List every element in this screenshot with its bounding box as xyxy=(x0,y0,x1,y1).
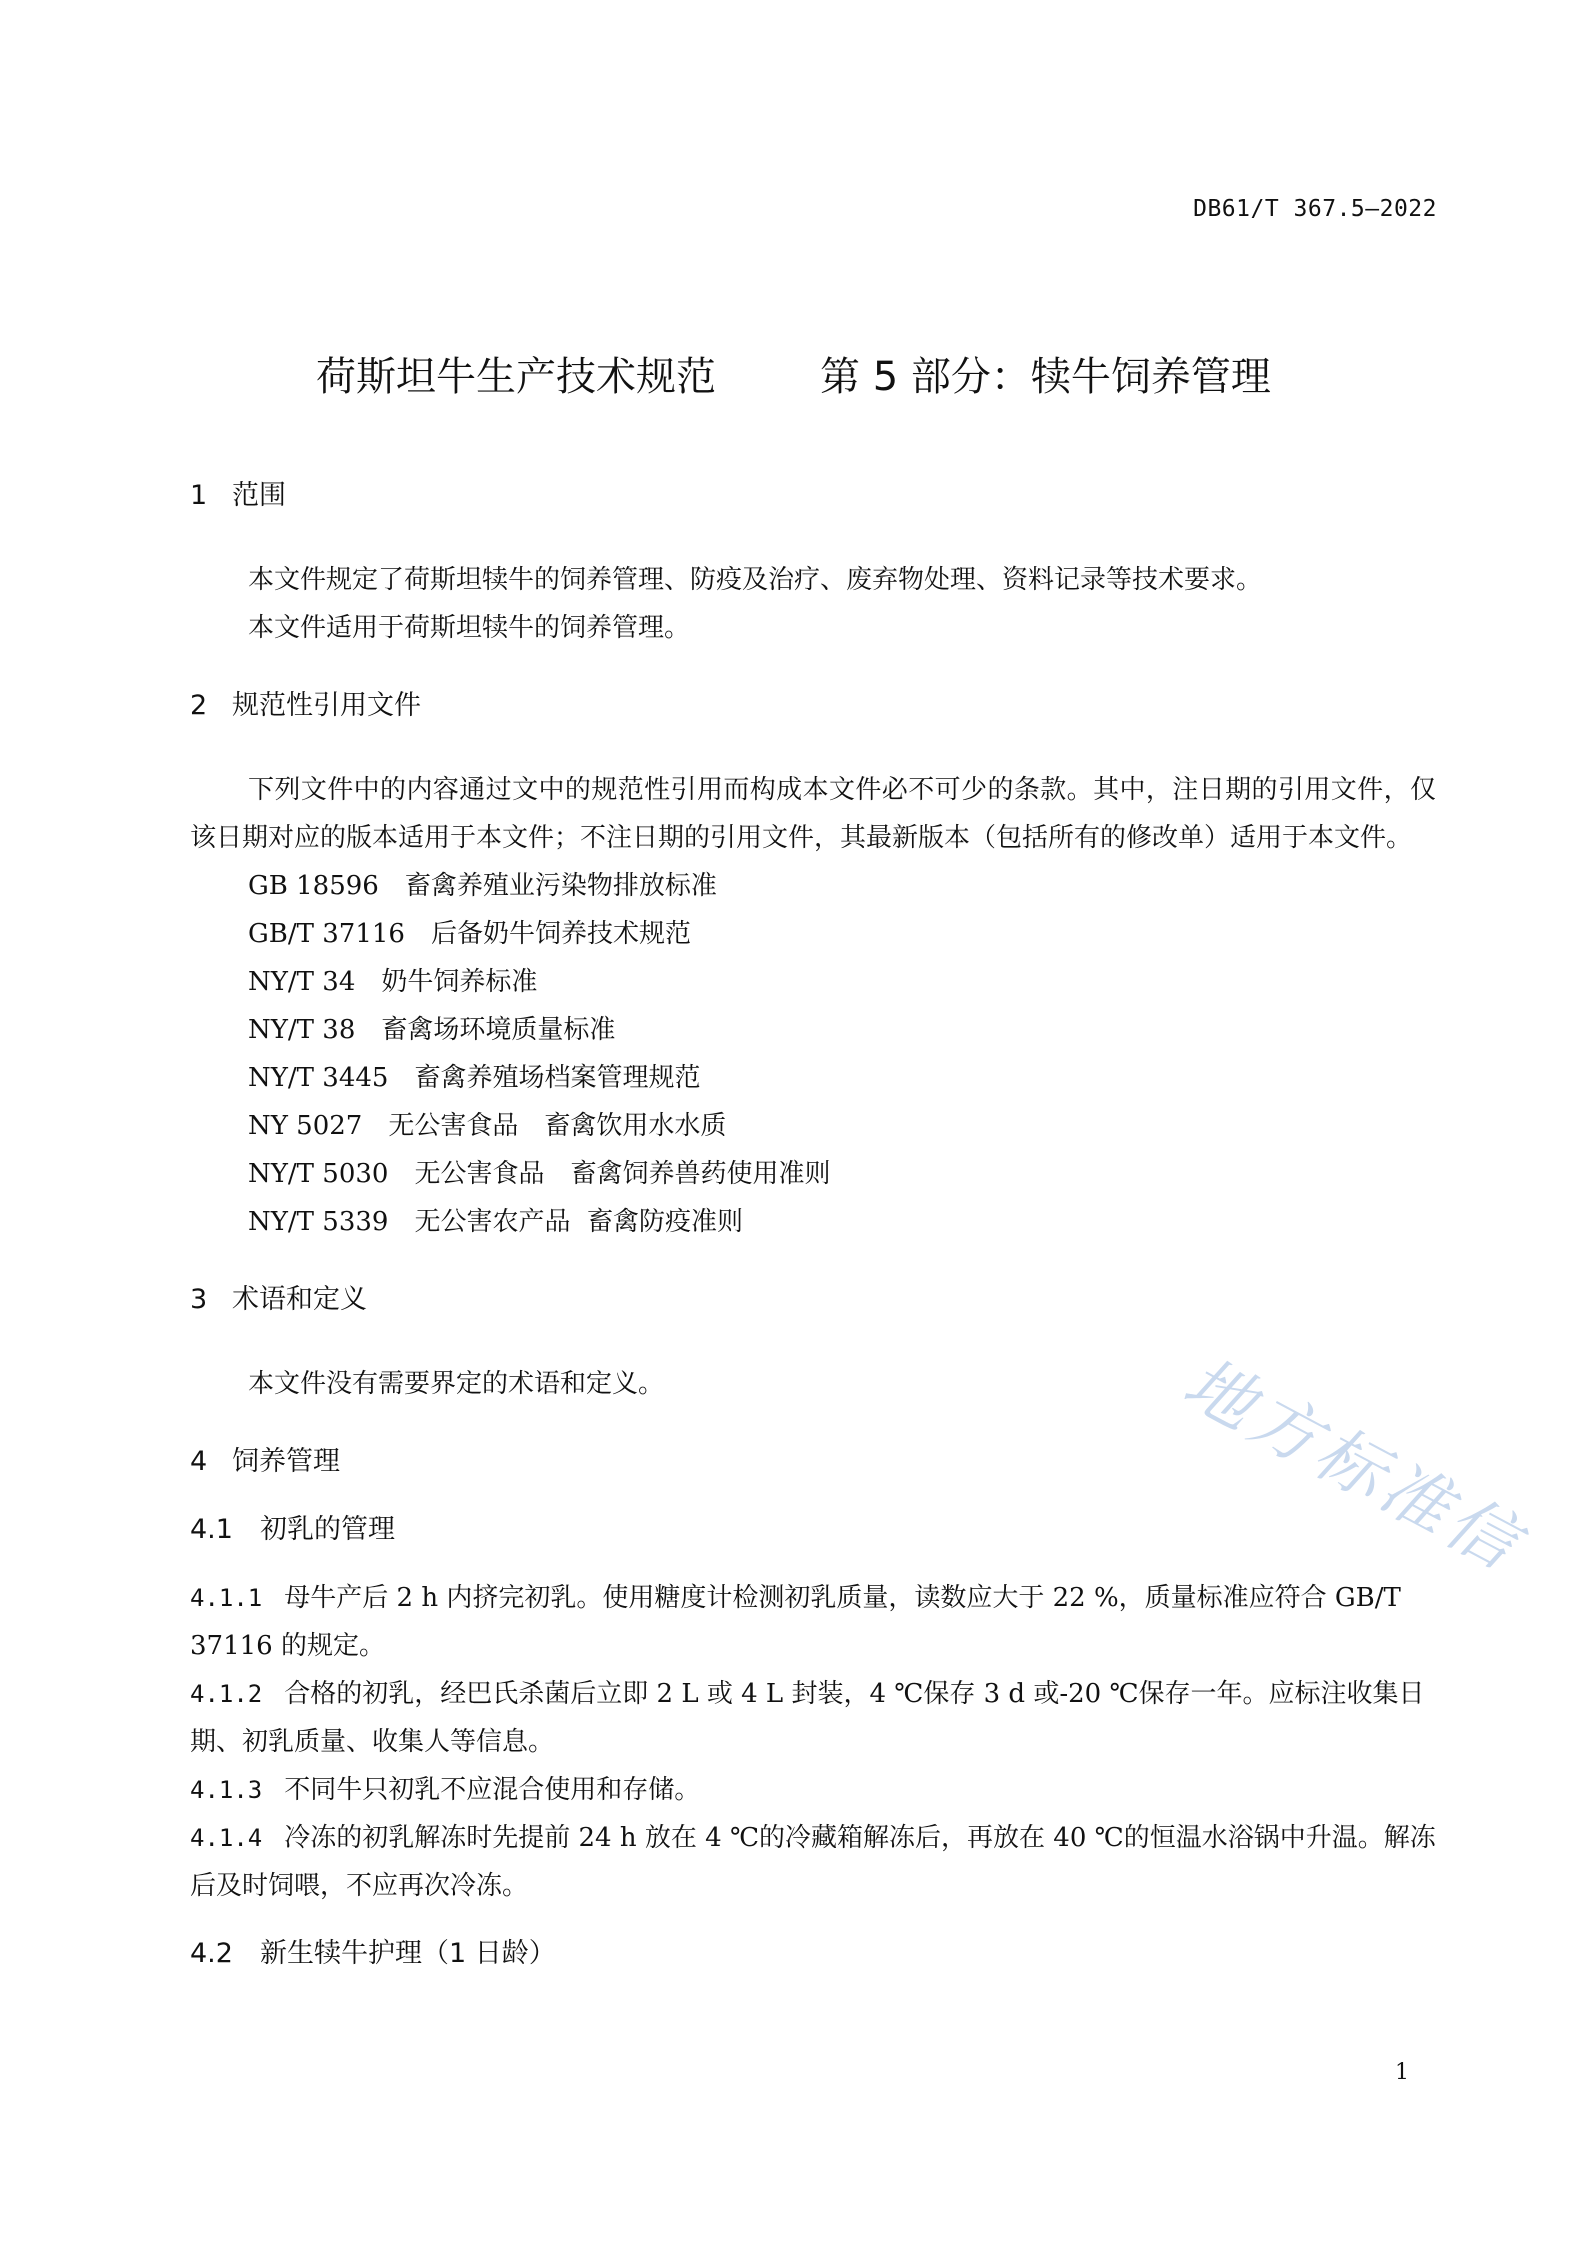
section-number: 3 xyxy=(190,1284,208,1315)
clause xyxy=(190,1574,1436,1670)
reference-item: NY/T 34 奶牛饲养标准 xyxy=(248,967,538,997)
section-3-heading xyxy=(190,1276,1436,1324)
document-number: DB61/T 367.5—2022 xyxy=(1193,196,1437,222)
section-title: 饲养管理 xyxy=(232,1446,340,1477)
section-number: 1 xyxy=(190,480,208,511)
clause-text: 冷冻的初乳解冻时先提前 24 h 放在 4 ℃的冷藏箱解冻后，再放在 40 ℃的恒温水浴锅中升温。解冻后及时饲喂，不应再次冷冻。 xyxy=(190,1823,1436,1901)
title-main: 荷斯坦牛生产技术规范 xyxy=(316,354,717,400)
clause xyxy=(190,1766,1436,1814)
reference-item: NY/T 38 畜禽场环境质量标准 xyxy=(248,1015,616,1045)
paragraph: 本文件没有需要界定的术语和定义。 xyxy=(248,1369,665,1399)
clause-number: 4.1.2 xyxy=(190,1680,263,1708)
paragraph: 本文件适用于荷斯坦犊牛的饲养管理。 xyxy=(248,613,691,643)
page-number: 1 xyxy=(1395,2060,1409,2085)
clause-text: 合格的初乳，经巴氏杀菌后立即 2 L 或 4 L 封装，4 ℃保存 3 d 或-20 ℃保存一年。应标注收集日期、初乳质量、收集人等信息。 xyxy=(190,1679,1425,1757)
subsection-title: 新生犊牛护理（1 日龄） xyxy=(260,1938,556,1969)
section-1-heading xyxy=(190,472,1436,520)
reference-item: GB/T 37116 后备奶牛饲养技术规范 xyxy=(248,919,691,949)
subsection-title: 初乳的管理 xyxy=(260,1514,395,1545)
document-title xyxy=(0,345,1587,402)
clause-text: 母牛产后 2 h 内挤完初乳。使用糖度计检测初乳质量，读数应大于 22 %，质量标准应符合 GB/T 37116 的规定。 xyxy=(190,1583,1401,1661)
subsection-4-1-heading xyxy=(190,1506,1436,1554)
watermark: 地方标准信 xyxy=(1170,1343,1535,1587)
section-title: 术语和定义 xyxy=(232,1284,367,1315)
subsection-number: 4.2 xyxy=(190,1938,233,1969)
section-title: 规范性引用文件 xyxy=(232,690,421,721)
subsection-number: 4.1 xyxy=(190,1514,233,1545)
clause-text: 不同牛只初乳不应混合使用和存储。 xyxy=(284,1775,701,1805)
clause-number: 4.1.1 xyxy=(190,1584,263,1612)
reference-item: NY 5027 无公害食品 畜禽饮用水水质 xyxy=(248,1111,727,1141)
clause-number: 4.1.3 xyxy=(190,1776,263,1804)
subsection-4-2-heading xyxy=(190,1930,1436,1978)
title-part: 第 5 部分：犊牛饲养管理 xyxy=(820,354,1271,400)
section-2-heading xyxy=(190,682,1436,730)
section-number: 2 xyxy=(190,690,208,721)
reference-item: NY/T 5030 无公害食品 畜禽饲养兽药使用准则 xyxy=(248,1159,831,1189)
section-number: 4 xyxy=(190,1446,208,1477)
paragraph: 本文件规定了荷斯坦犊牛的饲养管理、防疫及治疗、废弃物处理、资料记录等技术要求。 xyxy=(248,565,1263,595)
clause-number: 4.1.4 xyxy=(190,1824,263,1852)
reference-item: NY/T 5339 无公害农产品 畜禽防疫准则 xyxy=(248,1207,743,1237)
clause xyxy=(190,1670,1436,1766)
clause xyxy=(190,1814,1436,1910)
paragraph: 下列文件中的内容通过文中的规范性引用而构成本文件必不可少的条款。其中，注日期的引用文件，仅该日期对应的版本适用于本文件；不注日期的引用文件，其最新版本（包括所有的修改单）适用于本文件。 xyxy=(190,775,1436,853)
reference-item: GB 18596 畜禽养殖业污染物排放标准 xyxy=(248,871,717,901)
reference-item: NY/T 3445 畜禽养殖场档案管理规范 xyxy=(248,1063,701,1093)
section-title: 范围 xyxy=(232,480,286,511)
document-body xyxy=(190,472,1436,1978)
